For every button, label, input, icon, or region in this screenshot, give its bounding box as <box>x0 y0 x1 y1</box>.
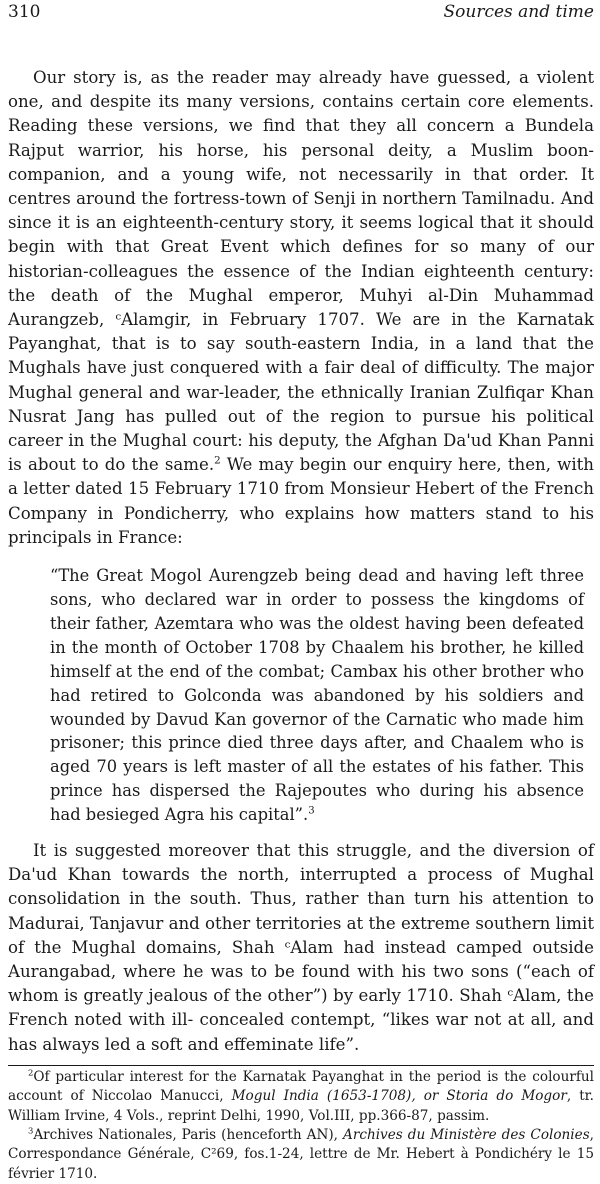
footnote-2-text-end: , tr. William Irvine, 4 Vols., reprint Delhi, 1990, Vol.III, pp.366-87, passim. <box>8 1088 594 1124</box>
footnote-3-text-end: , Correspondance Générale, C²69, fos.1-24, lettre de Mr. Hebert à Pondichéry le 15 février 1710. <box>8 1127 594 1182</box>
footnote-2-title: Mogul India (1653-1708), or Storia do Mogor <box>231 1088 567 1105</box>
running-header <box>8 0 594 36</box>
footnote-3 <box>8 1126 594 1184</box>
body-paragraph-1 <box>8 66 594 550</box>
footnote-3-title: Archives du Ministère des Colonies <box>343 1127 590 1144</box>
paragraph-1-tail: We may begin our enquiry here, then, with a letter dated 15 February 1710 from Monsieur Hebert of the French Company in Pondicherry, who explains how matters stand to his principals in France: <box>8 455 594 547</box>
footnote-3-text: Archives Nationales, Paris (henceforth AN), <box>33 1127 344 1144</box>
footnote-3-marker: 3 <box>28 1125 34 1136</box>
block-quote-text: “The Great Mogol Aurengzeb being dead and having left three sons, who declared war in order to possess the kingdoms of their father, Azemtara who was the oldest having been defeated in the month of October 1708 by Chaalem his brother, he killed himself at the end of the combat; Cambax his other brother who had retired to Golconda was abandoned by his soldiers and wounded by Davud Kan governor of the Carnatic who made him prisoner; this prince died three days after, and Chaalem who is aged 70 years is left master of all the estates of his father. This prince has dispersed the Rajepoutes who during his absence had besieged Agra his capital”. <box>50 566 584 825</box>
running-title: Sources and time <box>443 2 594 22</box>
paragraph-1-text: Our story is, as the reader may already have guessed, a violent one, and despite its many versions, contains certain core elements. Reading these versions, we find that they all concern a Bundela Rajput warrior, his horse, his personal deity, a Muslim boon-companion, and a young wife, not necessarily in that order. It centres around the fortress-town of Senji in northern Tamilnadu. And since it is an eighteenth-century story, it seems logical that it should begin with that Great Event which defines for so many of our historian-colleagues the essence of the Indian eighteenth century: the death of the Mughal emperor, Muhyi al-Din Muhammad Aurangzeb, ᶜAlamgir, in February 1707. We are in the Karnatak Payanghat, that is to say south-eastern India, in a land that the Mughals have just conquered with a fair deal of difficulty. The major Mughal general and war-leader, the ethnically Iranian Zulfiqar Khan Nusrat Jang has pulled out of the region to pursue his political career in the Mughal court: his deputy, the Afghan Da'ud Khan Panni is about to do the same. <box>8 68 594 475</box>
body-paragraph-2: It is suggested moreover that this struggle, and the diversion of Da'ud Khan towards the north, interrupted a process of Mughal consolidation in the south. Thus, rather than turn his attention to Madurai, Tanjavur and other territories at the extreme southern limit of the Mughal domains, Shah ᶜAlam had instead camped outside Aurangabad, where he was to be found with his two sons (“each of whom is greatly jealous of the other”) by early 1710. Shah ᶜAlam, the French noted with ill- concealed contempt, “likes war not at all, and has always led a soft and effeminate life”. <box>8 841 594 1054</box>
footnote-ref-2: 2 <box>214 454 221 467</box>
footnote-2 <box>8 1068 594 1126</box>
footnote-2-text: Of particular interest for the Karnatak Payanghat in the period is the colourful account of Niccolao Manucci, <box>8 1068 594 1105</box>
footnote-ref-3: 3 <box>308 805 315 817</box>
page-number: 310 <box>8 2 41 22</box>
block-quote <box>50 564 584 827</box>
footnotes <box>8 1065 594 1184</box>
footnote-2-marker: 2 <box>28 1067 34 1078</box>
